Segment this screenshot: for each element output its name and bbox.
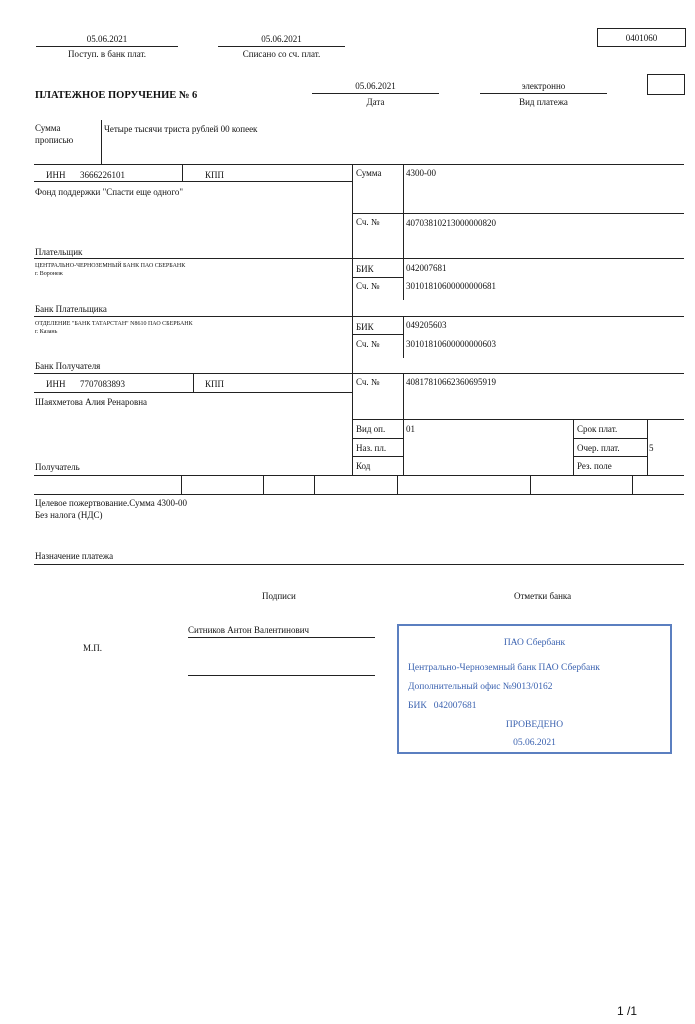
grid-line [34, 164, 684, 165]
seal-label: М.П. [83, 643, 103, 653]
grid-line [182, 164, 183, 181]
bank-received-label: Поступ. в банк плат. [68, 49, 146, 59]
payer-label: Плательщик [35, 247, 83, 257]
amount-words-label-2: прописью [35, 135, 74, 145]
payment-type-label: Вид платежа [519, 97, 568, 107]
payee-corr-account: 30101810600000000603 [406, 339, 496, 349]
op-type: 01 [406, 424, 415, 434]
payer-bik-label: БИК [356, 264, 374, 274]
stamp-date: 05.06.2021 [513, 738, 556, 748]
grid-line [573, 419, 574, 475]
page-number: 1 /1 [617, 1004, 638, 1018]
grid-line [34, 475, 684, 476]
signature-line [188, 675, 375, 676]
stamp-office: Дополнительный офис №9013/0162 [408, 682, 553, 692]
payer-name: Фонд поддержки "Спасти еще одного" [35, 187, 184, 197]
bank-marks-label: Отметки банка [514, 591, 572, 601]
payee-account-label: Сч. № [356, 377, 380, 387]
amount-value: 4300-00 [406, 168, 436, 178]
priority: 5 [649, 443, 654, 453]
grid-line [352, 213, 684, 214]
divider [34, 564, 684, 565]
grid-line [352, 419, 684, 420]
purpose-code-label: Наз. пл. [356, 443, 387, 453]
debited-date: 05.06.2021 [261, 34, 302, 44]
grid-line [573, 438, 647, 439]
payer-kpp-label: КПП [205, 170, 225, 180]
grid-line [352, 277, 403, 278]
grid-line [352, 456, 403, 457]
reserve-label: Рез. поле [577, 461, 612, 471]
grid-line [34, 373, 684, 374]
grid-line [647, 419, 648, 475]
grid-line [352, 164, 353, 475]
stamp-bik: БИК 042007681 [408, 701, 477, 711]
payer-inn: 3666226101 [80, 170, 125, 180]
page-title: ПЛАТЕЖНОЕ ПОРУЧЕНИЕ № 6 [35, 90, 198, 101]
debited-label: Списано со сч. плат. [242, 49, 321, 59]
payer-account-label: Сч. № [356, 217, 380, 227]
payee-account: 40817810662360695919 [406, 377, 496, 387]
payment-type: электронно [521, 81, 566, 91]
payee-corr-label: Сч. № [356, 339, 380, 349]
payee-kpp-label: КПП [205, 379, 225, 389]
payee-bank-label: Банк Получателя [35, 361, 101, 371]
signer-name: Ситников Антон Валентинович [188, 625, 310, 635]
stamp-division: Центрально-Черноземный банк ПАО Сбербанк [408, 663, 600, 673]
payer-bank-label: Банк Плательщика [35, 304, 107, 314]
grid-line [34, 494, 684, 495]
grid-line [34, 181, 352, 182]
signature-line [188, 637, 375, 638]
grid-line [403, 316, 404, 358]
grid-line [352, 334, 403, 335]
amount-label: Сумма [356, 168, 382, 178]
amount-words-label-1: Сумма [35, 123, 61, 133]
bank-stamp [397, 624, 672, 754]
stamp-bank: ПАО Сбербанк [503, 638, 566, 648]
grid-line [632, 475, 633, 494]
amount-words: Четыре тысячи триста рублей 00 копеек [104, 124, 258, 134]
signatures-label: Подписи [262, 591, 296, 601]
grid-line [34, 316, 684, 317]
payer-bank-name: ЦЕНТРАЛЬНО-ЧЕРНОЗЕМНЫЙ БАНК ПАО СБЕРБАНК [35, 263, 186, 269]
grid-line [403, 213, 404, 258]
divider [101, 120, 102, 164]
payer-corr-label: Сч. № [356, 281, 380, 291]
due-label: Срок плат. [577, 424, 618, 434]
divider [312, 93, 439, 94]
grid-line [181, 475, 182, 494]
grid-line [403, 373, 404, 475]
grid-line [263, 475, 264, 494]
order-date: 05.06.2021 [355, 81, 396, 91]
op-type-label: Вид оп. [356, 424, 386, 434]
grid-line [34, 392, 352, 393]
grid-line [403, 164, 404, 216]
form-code: 0401060 [625, 33, 658, 43]
grid-line [352, 438, 403, 439]
payee-label: Получатель [35, 462, 80, 472]
grid-line [530, 475, 531, 494]
grid-line [403, 258, 404, 300]
empty-code-box [647, 74, 685, 95]
grid-line [573, 456, 647, 457]
bank-received-date: 05.06.2021 [86, 34, 128, 44]
divider [36, 46, 178, 47]
payer-bik: 042007681 [406, 263, 447, 273]
order-date-label: Дата [366, 97, 385, 107]
payee-name: Шаяхметова Алия Ренаровна [35, 397, 148, 407]
payer-inn-label: ИНН [46, 170, 66, 180]
priority-label: Очер. плат. [577, 443, 620, 453]
grid-line [314, 475, 315, 494]
divider [480, 93, 607, 94]
payee-inn: 7707083893 [80, 379, 125, 389]
payee-bank-city: г. Казань [35, 329, 58, 335]
payee-inn-label: ИНН [46, 379, 66, 389]
payee-bank-name: ОТДЕЛЕНИЕ "БАНК ТАТАРСТАН" N8610 ПАО СБЕРБАНК [35, 321, 193, 327]
grid-line [397, 475, 398, 494]
grid-line [34, 258, 684, 259]
payer-account: 40703810213000000820 [406, 218, 496, 228]
code-label: Код [356, 461, 371, 471]
grid-line [193, 373, 194, 392]
payee-bik: 049205603 [406, 320, 447, 330]
purpose-line-1: Целевое пожертвование.Сумма 4300-00 [35, 498, 187, 508]
payer-bank-city: г. Воронеж [35, 271, 63, 277]
stamp-status: ПРОВЕДЕНО [505, 720, 564, 730]
payer-corr-account: 30101810600000000681 [406, 281, 496, 291]
purpose-label: Назначение платежа [35, 551, 114, 561]
divider [218, 46, 345, 47]
purpose-line-2: Без налога (НДС) [35, 510, 103, 520]
payee-bik-label: БИК [356, 322, 374, 332]
